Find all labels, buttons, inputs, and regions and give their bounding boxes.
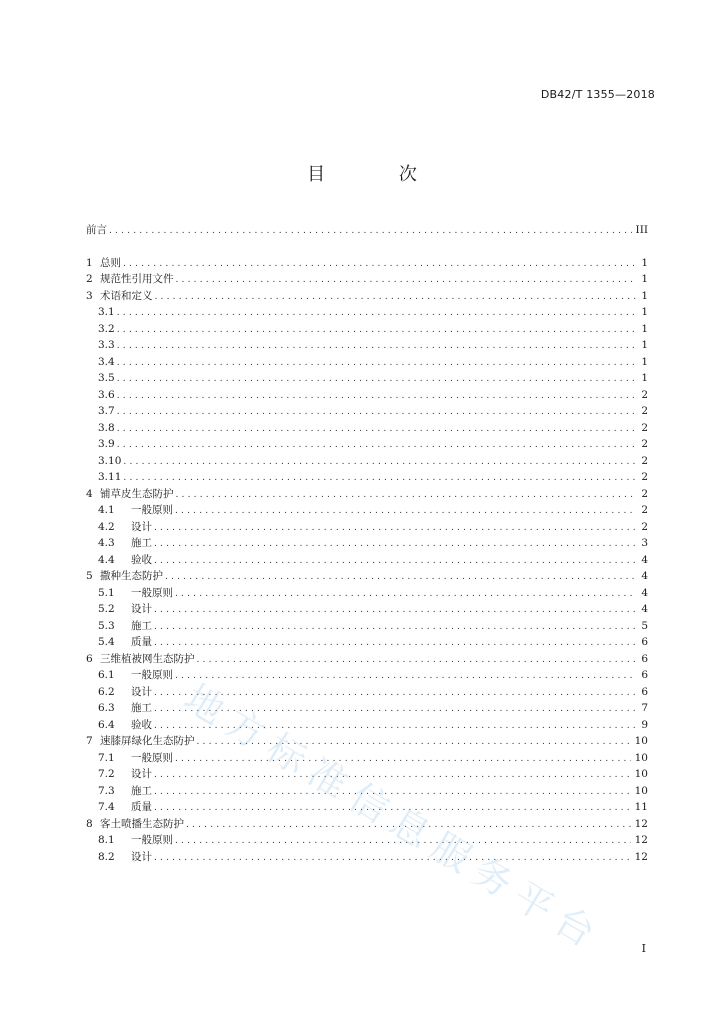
toc-entry-number: 3.8 [98,421,115,434]
toc-leader-dots [175,751,631,768]
toc-entry-page: 4 [641,603,648,615]
toc-leader-dots [186,817,631,834]
toc-entry-number: 8 [86,817,93,830]
toc-leader-dots [117,404,636,421]
toc-entry-number: 5.2 [98,603,115,615]
toc-entry-label: 施工 [131,702,152,714]
toc-entry-page: 6 [641,685,648,698]
toc-entry-6[interactable] [86,651,648,668]
toc-entry-number: 4.2 [98,520,115,533]
toc-leader-dots [197,734,631,751]
toc-entry-label: 设计 [131,768,152,780]
toc-entry-number: 3.2 [98,322,115,335]
toc-entry-2[interactable] [86,271,648,288]
toc-entry-label: 撒种生态防护 [100,570,163,582]
toc-entry-6-3[interactable] [86,700,648,717]
toc-entry-3-3[interactable] [86,337,648,354]
toc-entry-5[interactable] [86,568,648,585]
toc-entry-label: 一般原则 [131,504,173,516]
toc-entry-6-1[interactable] [86,667,648,684]
toc-entry-7-2[interactable] [86,766,648,783]
toc-entry-3-6[interactable] [86,387,648,404]
toc-entry-5-4[interactable] [86,634,648,651]
toc-entry-page: 2 [641,388,648,401]
toc-entry-page: 1 [641,372,648,384]
toc-leader-dots [154,800,631,817]
toc-entry-page: 1 [641,273,648,285]
toc-entry-6-2[interactable] [86,684,648,701]
toc-entry-number: 3.5 [98,372,115,384]
toc-spacer [86,239,648,255]
toc-entry-page: 4 [641,586,648,599]
toc-entry-8-2[interactable] [86,849,648,866]
toc-entry-number: 8.2 [98,850,115,863]
toc-entry-number: 3.1 [98,306,115,318]
toc-entry-label: 一般原则 [131,834,173,846]
toc-entry-number: 8.1 [98,834,115,846]
toc-entry-preface[interactable] [86,222,648,239]
toc-leader-dots [123,256,636,273]
toc-entry-page: 1 [641,322,648,335]
toc-entry-1[interactable] [86,255,648,272]
toc-entry-label: 施工 [131,619,152,632]
toc-leader-dots [154,520,636,537]
toc-entry-4-2[interactable] [86,519,648,536]
toc-leader-dots [154,767,631,784]
toc-entry-7-4[interactable] [86,799,648,816]
toc-leader-dots [155,289,637,306]
toc-leader-dots [176,487,637,504]
toc-entry-number: 2 [86,273,93,285]
toc-entry-page: 12 [634,834,648,846]
toc-entry-number: 3.10 [98,454,122,467]
toc-entry-page: 1 [641,339,648,351]
toc-entry-label: 设计 [131,520,152,533]
toc-leader-dots [117,305,636,322]
toc-entry-number: 7.3 [98,784,115,797]
toc-entry-page: 9 [641,718,648,731]
toc-entry-3-11[interactable] [86,469,648,486]
toc-entry-page: 1 [641,355,648,368]
toc-entry-label: 术语和定义 [100,289,153,302]
toc-entry-number: 3.7 [98,405,115,417]
toc-entry-7-1[interactable] [86,750,648,767]
toc-leader-dots [175,668,636,685]
toc-entry-page: 2 [641,471,648,483]
toc-entry-4-4[interactable] [86,552,648,569]
toc-entry-page: 2 [641,504,648,516]
toc-title: 目 次 [307,164,451,185]
toc-leader-dots [175,503,636,520]
toc-leader-dots [175,833,631,850]
toc-leader-dots [123,470,636,487]
toc-entry-page: 1 [641,306,648,318]
toc-entry-label: 施工 [131,784,152,797]
toc-entry-3-1[interactable] [86,304,648,321]
toc-entry-page: 12 [634,817,648,830]
toc-entry-number: 6.4 [98,718,115,731]
toc-entry-page: 10 [634,735,648,747]
toc-leader-dots [117,338,636,355]
toc-entry-5-1[interactable] [86,585,648,602]
toc-entry-4-1[interactable] [86,502,648,519]
toc-entry-page: 7 [641,702,648,714]
toc-entry-5-2[interactable] [86,601,648,618]
toc-entry-3[interactable] [86,288,648,305]
toc-entry-page: 6 [641,636,648,648]
toc-entry-label: 一般原则 [131,586,173,599]
toc-entry-label: 三维植被网生态防护 [100,652,195,665]
toc-leader-dots [154,619,636,636]
toc-entry-label: 铺草皮生态防护 [100,487,174,500]
toc-entry-page: 1 [641,256,648,269]
toc-entry-number: 5.1 [98,586,115,599]
toc-entry-label: 验收 [131,553,152,566]
toc-entry-number: 1 [86,256,93,269]
toc-entry-page: 10 [634,768,648,780]
toc-entry-page: 10 [634,784,648,797]
toc-entry-3-5[interactable] [86,370,648,387]
toc-entry-number: 4 [86,487,93,500]
toc-entry-8-1[interactable] [86,832,648,849]
toc-entry-number: 4.3 [98,537,115,549]
toc-entry-number: 4.1 [98,504,115,516]
toc-leader-dots [117,437,636,454]
toc-entry-6-4[interactable] [86,717,648,734]
toc-entry-number: 6 [86,652,93,665]
toc-entry-3-9[interactable] [86,436,648,453]
toc-entry-label: 速膝屏绿化生态防护 [100,735,195,747]
toc-entry-3-4[interactable] [86,354,648,371]
toc-entry-label: 施工 [131,537,152,549]
toc-entry-page: 2 [641,520,648,533]
toc-entry-number: 6.2 [98,685,115,698]
toc-entry-number: 3.3 [98,339,115,351]
toc-entry-label: 一般原则 [131,751,173,764]
toc-entry-page: 4 [641,570,648,582]
toc-entry-number: 5.4 [98,636,115,648]
toc-entry-label: 一般原则 [131,669,173,681]
toc-leader-dots [154,635,636,652]
toc-entry-7[interactable] [86,733,648,750]
toc-leader-dots [154,536,636,553]
page-number: I [641,942,646,955]
toc-leader-dots [109,223,632,240]
toc-entry-number: 7.4 [98,801,115,813]
toc-entry-number: 3.9 [98,438,115,450]
toc-entry-page: 4 [641,553,648,566]
toc-leader-dots [154,718,636,735]
toc-entry-page: 2 [641,438,648,450]
toc-leader-dots [154,850,631,867]
toc-entry-number: 6.3 [98,702,115,714]
toc-entry-4-3[interactable] [86,535,648,552]
toc-entry-label: 质量 [131,636,152,648]
toc-entry-number: 6.1 [98,669,115,681]
toc-entry-page: 11 [634,801,648,813]
toc-entry-8[interactable] [86,816,648,833]
toc-entry-label: 验收 [131,718,152,731]
toc-leader-dots [154,701,636,718]
toc-leader-dots [154,602,636,619]
watermark: 地方标准信息服务平台 [176,675,611,961]
toc-leader-dots [123,454,636,471]
toc-leader-dots [175,586,636,603]
toc-entry-page: 1 [641,289,648,302]
toc-leader-dots [176,272,637,289]
toc-entry-number: 4.4 [98,553,115,566]
toc-entry-label: 质量 [131,801,152,813]
toc-entry-number: 3.4 [98,355,115,368]
toc-entry-number: 7 [86,735,93,747]
toc-leader-dots [165,569,636,586]
toc-entry-number: 7.2 [98,768,115,780]
toc-entry-page: 2 [641,454,648,467]
toc-entry-label: 规范性引用文件 [100,273,174,285]
toc-leader-dots [154,553,636,570]
toc-entry-page: 10 [634,751,648,764]
toc-entry-page: 5 [641,619,648,632]
toc-leader-dots [154,685,636,702]
toc-leader-dots [154,784,631,801]
toc-entry-list [86,255,648,866]
toc-leader-dots [117,421,636,438]
toc-leader-dots [197,652,637,669]
toc-entry-3-2[interactable] [86,321,648,338]
toc-entry-page: III [635,224,648,236]
toc-entry-page: 6 [641,669,648,681]
toc-entry-number: 3.11 [98,471,122,483]
toc-entry-label: 客土喷播生态防护 [100,817,184,830]
toc-entry-page: 3 [641,537,648,549]
toc-leader-dots [117,371,636,388]
toc-entry-page: 2 [641,405,648,417]
toc-entry-4[interactable] [86,486,648,503]
toc-entry-3-8[interactable] [86,420,648,437]
toc-entry-page: 12 [634,850,648,863]
toc-entry-number: 3 [86,289,93,302]
toc-entry-number: 5 [86,570,93,582]
toc-entry-5-3[interactable] [86,618,648,635]
toc-entry-7-3[interactable] [86,783,648,800]
toc-entry-3-10[interactable] [86,453,648,470]
toc-entry-label: 设计 [131,685,152,698]
toc-entry-label: 设计 [131,850,152,863]
toc-entry-3-7[interactable] [86,403,648,420]
standard-code: DB42/T 1355—2018 [540,88,655,101]
toc-entry-page: 2 [641,421,648,434]
toc-entry-page: 2 [641,487,648,500]
toc-entry-label: 总则 [100,256,121,269]
toc-entry-number: 7.1 [98,751,115,764]
toc-entry-label: 前言 [86,224,107,236]
table-of-contents [86,222,648,865]
toc-entry-number: 3.6 [98,388,115,401]
toc-entry-number: 5.3 [98,619,115,632]
toc-leader-dots [117,322,636,339]
toc-leader-dots [117,388,636,405]
toc-entry-label: 设计 [131,603,152,615]
toc-leader-dots [117,355,636,372]
toc-entry-page: 6 [641,652,648,665]
